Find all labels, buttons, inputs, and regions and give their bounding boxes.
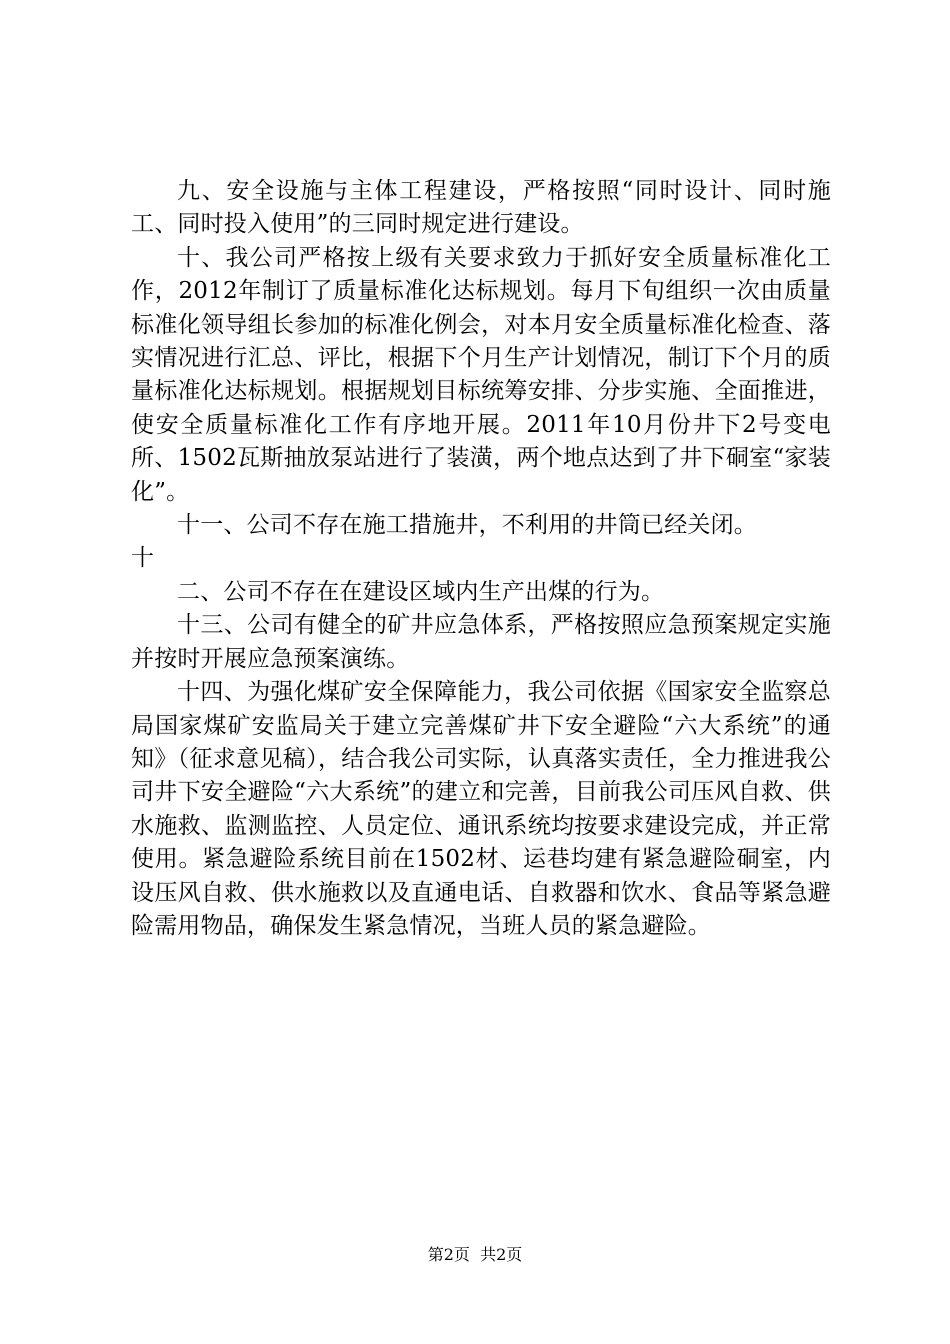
- paragraph-item-14: 十四、为强化煤矿安全保障能力，我公司依据《国家安全监察总局国家煤矿安监局关于建立完善煤矿井下安全避险“六大系统”的通知》（征求意见稿），结合我公司实际，认真落实责任，全力推进我公司井下安全避险“六大系统”的建立和完善，目前我公司压风自救、供水施救、监测监控、人员定位、通讯系统均按要求建设完成，并正常使用。紧急避险系统目前在1502材、运巷均建有紧急避险硐室，内设压风自救、供水施救以及直通电话、自救器和饮水、食品等紧急避险需用物品，确保发生紧急情况，当班人员的紧急避险。: [131, 679, 831, 939]
- paragraph-item-12: 二、公司不存在在建设区域内生产出煤的行为。: [177, 578, 665, 605]
- paragraph-item-11: 十一、公司不存在施工措施井，不利用的井筒已经关闭。: [177, 512, 757, 539]
- page-footer: [0, 1245, 950, 1265]
- paragraph-item-10: 十、我公司严格按上级有关要求致力于抓好安全质量标准化工作，2012年制订了质量标准化达标规划。每月下旬组织一次由质量标准化领导组长参加的标准化例会，对本月安全质量标准化检查、落实情况进行汇总、评比，根据下个月生产计划情况，制订下个月的质量标准化达标规划。根据规划目标统筹安排、分步实施、全面推进，使安全质量标准化工作有序地开展。2011年10月份井下2号变电所、1502瓦斯抽放泵站进行了装潢，两个地点达到了井下硐室“家装化”。: [131, 244, 831, 505]
- paragraph-fragment: 十: [131, 545, 155, 572]
- page-total: 共2页: [480, 1245, 523, 1264]
- document-body: [131, 175, 831, 943]
- footer-separator: [470, 1245, 480, 1264]
- paragraph-item-13: 十三、公司有健全的矿井应急体系，严格按照应急预案规定实施并按时开展应急预案演练。: [131, 612, 831, 672]
- paragraph-item-9: 九、安全设施与主体工程建设，严格按照“同时设计、同时施工、同时投入使用”的三同时规定进行建设。: [131, 178, 831, 238]
- page-number: 第2页: [427, 1245, 470, 1264]
